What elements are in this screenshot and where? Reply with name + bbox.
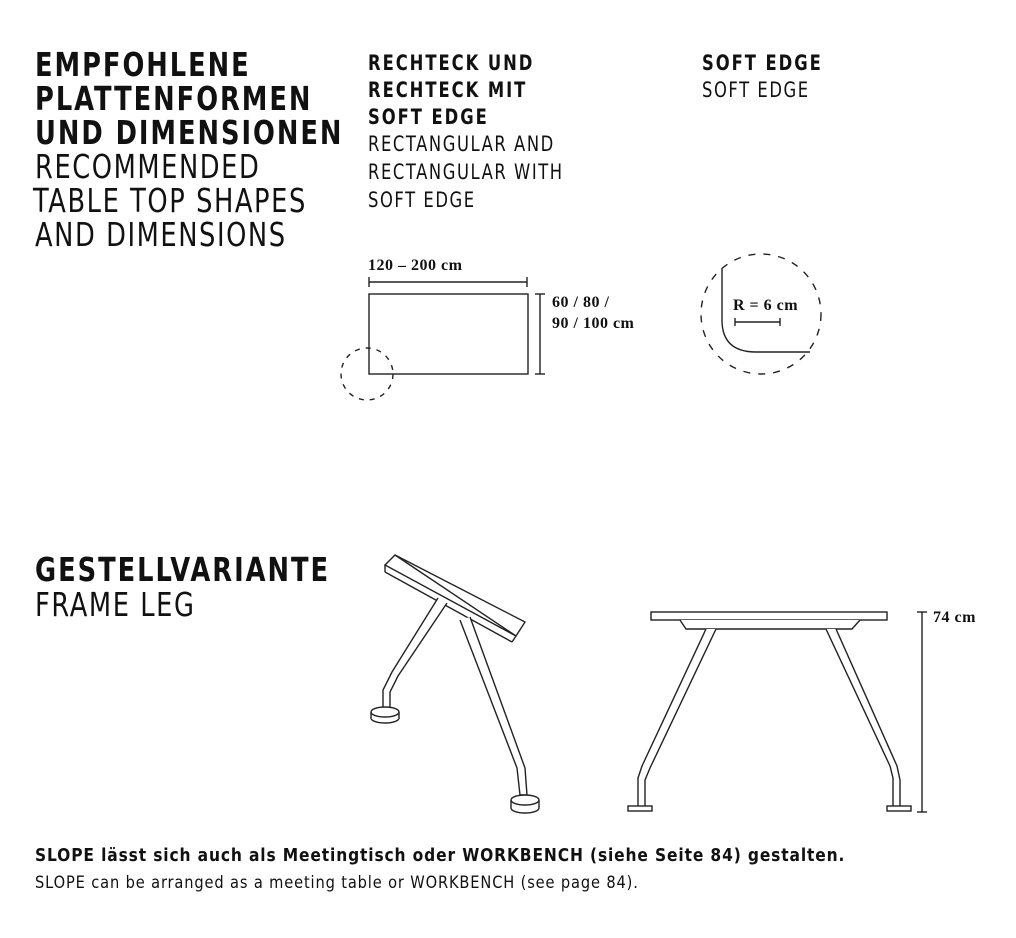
title-de-line-2: PLATTENFORMEN — [35, 79, 313, 118]
height-dimension-line — [917, 612, 927, 812]
title-de-line-1: EMPFOHLENE — [35, 45, 251, 84]
footer-de-end: (siehe Seite 84) gestalten. — [583, 845, 846, 866]
frame-title-de: GESTELLVARIANTE — [35, 550, 330, 589]
soft-edge-de: SOFT EDGE — [702, 51, 823, 75]
footer-de-mid: lässt sich auch als Meetingtisch oder — [94, 845, 463, 866]
brand-slope: SLOPE — [35, 845, 95, 866]
title-de-line-3: UND DIMENSIONEN — [35, 113, 344, 152]
width-label: 120 – 200 cm — [368, 257, 463, 274]
footer-note-en: SLOPE can be arranged as a meeting table or WORKBENCH (see page 84). — [35, 873, 639, 893]
footer-note-de — [35, 845, 845, 866]
rect-en-line-2: RECTANGULAR WITH — [368, 160, 564, 184]
depth-dimension-line — [535, 294, 545, 374]
title-en-line-3: AND DIMENSIONS — [35, 215, 287, 254]
rect-de-line-2: RECHTECK MIT — [368, 78, 528, 102]
frame-leg-perspective-drawing — [371, 555, 539, 813]
rect-en-line-3: SOFT EDGE — [368, 188, 476, 212]
radius-dimension-line — [735, 318, 780, 326]
table-top-elevation — [651, 612, 887, 620]
radius-label: R = 6 cm — [733, 297, 799, 314]
rect-de-line-1: RECHTECK UND — [368, 51, 535, 75]
rect-en-line-1: RECTANGULAR AND — [368, 132, 555, 156]
depth-label-line-2: 90 / 100 cm — [552, 315, 635, 332]
rectangle-top-outline — [369, 294, 528, 374]
frame-title-en: FRAME LEG — [35, 585, 196, 624]
rect-de-line-3: SOFT EDGE — [368, 105, 489, 129]
title-en-line-2: TABLE TOP SHAPES — [33, 181, 307, 220]
width-dimension-line — [369, 277, 527, 287]
title-en-line-1: RECOMMENDED — [35, 147, 261, 186]
soft-edge-en: SOFT EDGE — [702, 78, 810, 102]
brand-workbench: WORKBENCH — [462, 845, 584, 866]
frame-front-elevation-drawing — [628, 612, 911, 811]
depth-label-line-1: 60 / 80 / — [552, 294, 610, 311]
height-label: 74 cm — [933, 609, 976, 626]
